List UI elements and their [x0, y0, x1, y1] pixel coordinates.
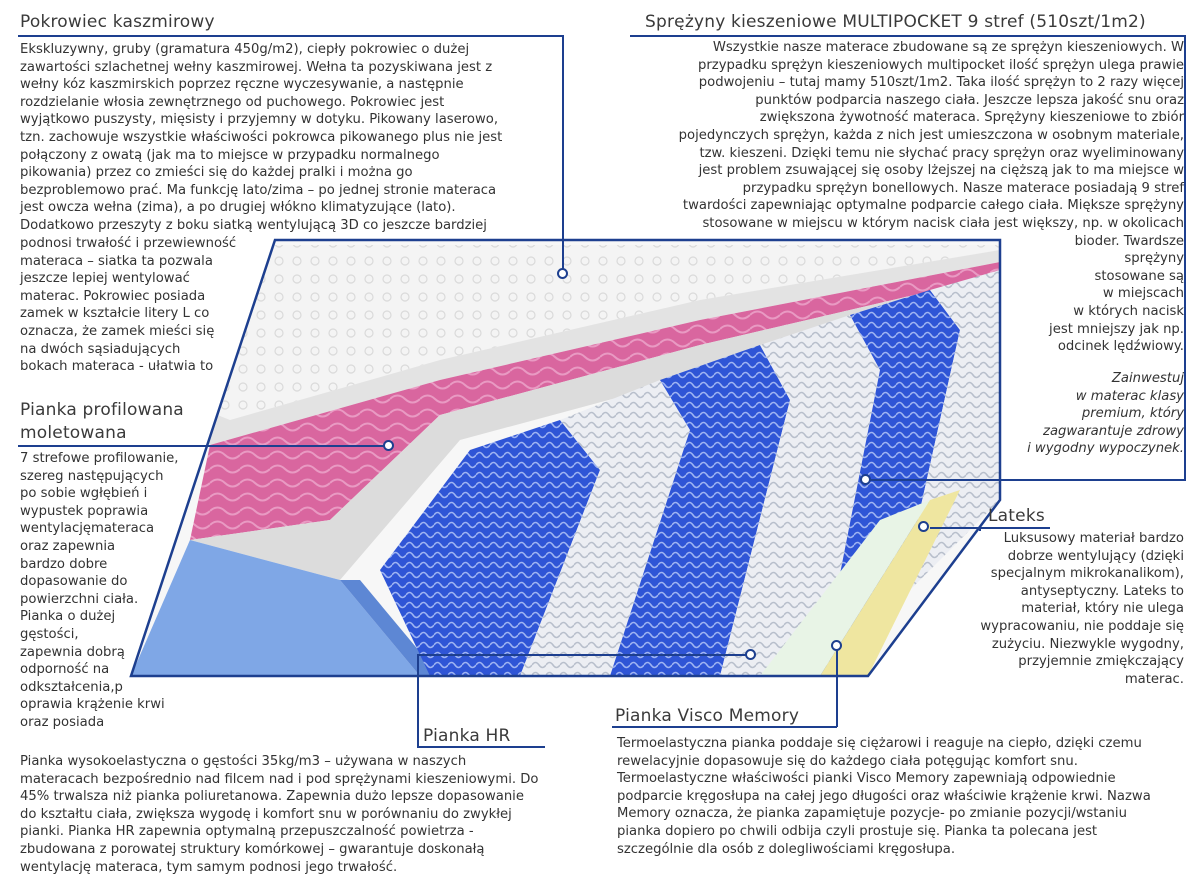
latex-title-underline: [930, 527, 1050, 529]
visco-title: Pianka Visco Memory: [615, 706, 800, 726]
latex-text: Luksusowy materiał bardzo dobrze wentylujący (dzięki specjalnym mikrokanalikom), antyseptyczny. Lateks to materiał, który nie ulega wypracowaniu, nie poddaje się zużyciu. Niezwykle wygodny, przyjemnie zmiękczający materac.: [980, 531, 1184, 687]
hr-title: Pianka HR: [423, 726, 511, 746]
cover-title: Pokrowiec kaszmirowy: [20, 12, 215, 32]
visco-marker: [831, 640, 842, 651]
cover-connector: [562, 35, 564, 270]
springs-marker: [860, 474, 871, 485]
cover-marker: [557, 268, 568, 279]
springs-title: Sprężyny kieszeniowe MULTIPOCKET 9 stref (510szt/1m2): [645, 12, 1146, 32]
hr-marker: [745, 649, 756, 660]
springs-text: Wszystkie nasze materace zbudowane są ze sprężyn kieszeniowych. W przypadku sprężyn kieszeniowych multipocket ilość sprężyn ulega prawie podwojeniu – tutaj mamy 510szt/1m2. Taka ilość sprężyn to 2 razy więcej punktów podparcia naszego ciała. Jeszcze lepsza jakość snu oraz zwiększona żywotność materaca. Sprężyny kieszeniowe to zbiór pojedynczych sprężyn, każda z nich jest umieszczona w osobnym materiale, tzw. kieszeni. Dzięki temu nie słychać pracy sprężyn oraz wyeliminowany jest problem zsuwającej się osoby lżejszej na cięższą jak to ma miejsce w przypadku sprężyn bonellowych. Nasze materace posiadają 9 stref twardości zapewniając optymalne podparcie całego ciała. Miększe sprężyny stosowane w miejscu w którym nacisk ciała jest większy, np. w okolicach bioder. Twardsze sprężyny stosowane są w miejscach w których nacisk jest mniejszy jak np. odcinek lędźwiowy.: [678, 40, 1184, 355]
hr-connector-h: [417, 654, 747, 656]
cover-title-underline: [18, 35, 563, 37]
latex-title: Lateks: [988, 506, 1045, 526]
profiled-title-line2: moletowana: [20, 423, 127, 443]
hr-connector: [417, 654, 419, 747]
profiled-marker: [383, 440, 394, 451]
profiled-title-underline: [18, 445, 388, 447]
cover-text: Ekskluzywny, gruby (gramatura 450g/m2), ciepły pokrowiec o dużej zawartości szlachetnej wełny kaszmirowej. Wełna ta pozyskiwana jest z wełny kóz kaszmirskich poprzez ręczne wyczesywanie, a następnie rozdzielanie włosia zewnętrznego od puchowego. Pokrowiec jest wyjątkowo puszysty, mięsisty i przyjemny w dotyku. Pikowany laserowo, tzn. zachowuje wszystkie właściwości pokrowca pikowanego plus nie jest połączony z owatą (jak ma to miejsce w przypadku normalnego pikowania) przez co zmieści się do każdej pralki i można go bezproblemowo prać. Ma funkcję lato/zima – po jednej stronie materaca jest owcza wełna (zima), a po drugiej włókno klimatyzujące (lato). Dodatkowo przeszyty z boku siatką wentylującą 3D co jeszcze bardziej: [20, 42, 503, 233]
hr-text: Pianka wysokoelastyczna o gęstości 35kg/m3 – używana w naszych materacach bezpośrednio nad filcem nad i pod sprężynami kieszeniowymi. Do 45% trwalsza niż pianka poliuretanowa. Zapewnia dużo lepsze dopasowanie do kształtu ciała, zwiększa wygodę i komfort snu w porównaniu do zwykłej pianki. Pianka HR zapewnia optymalną przepuszczalność powietrza - zbudowana z porowatej struktury komórkowej – gwarantuje doskonałą wentylację materaca, tym samym podnosi jego trwałość.: [20, 754, 539, 875]
springs-connector: [1184, 35, 1186, 480]
visco-connector: [836, 646, 838, 727]
cover-text-continued: podnosi trwałość i przewiewność materaca – siatka ta pozwala jeszcze lepiej wentylować materac. Pokrowiec posiada zamek w kształcie litery L co oznacza, że zamek mieści się na dwóch sąsiadujących bokach materaca - ułatwia to: [20, 236, 237, 375]
latex-marker: [918, 521, 929, 532]
visco-title-underline: [612, 726, 837, 728]
springs-invest-text: Zainwestuj w materac klasy premium, który zagwarantuje zdrowy i wygodny wypoczynek.: [1027, 371, 1184, 457]
hr-title-underline: [417, 746, 545, 748]
visco-text: Termoelastyczna pianka poddaje się ciężarowi i reaguje na ciepło, dzięki czemu rewelacyjnie dopasowuje się do każdego ciała potęgując komfort snu. Termoelastyczne właściwości pianki Visco Memory zapewniają odpowiednie podparcie kręgosłupa na całej jego długości oraz właściwie krążenie krwi. Nazwa Memory oznacza, że pianka zapamiętuje pozycje- po zmianie pozycji/wstaniu pianka dopiero po chwili odbija czyli prostuje się. Pianka ta polecana jest szczególnie dla osób z dolegliwościami kręgosłupa.: [617, 736, 1151, 857]
profiled-text: 7 strefowe profilowanie, szereg następujących po sobie wgłębień i wypustek poprawia wentylacjęmateraca oraz zapewnia bardzo dobre dopasowanie do powierzchni ciała. Pianka o dużej gęstości, zapewnia dobrą odporność na odkształcenia,p oprawia krążenie krwi oraz posiada: [20, 451, 179, 730]
springs-title-underline: [630, 35, 1185, 37]
profiled-title-line1: Pianka profilowana: [20, 400, 184, 420]
springs-connector-h: [870, 479, 1186, 481]
